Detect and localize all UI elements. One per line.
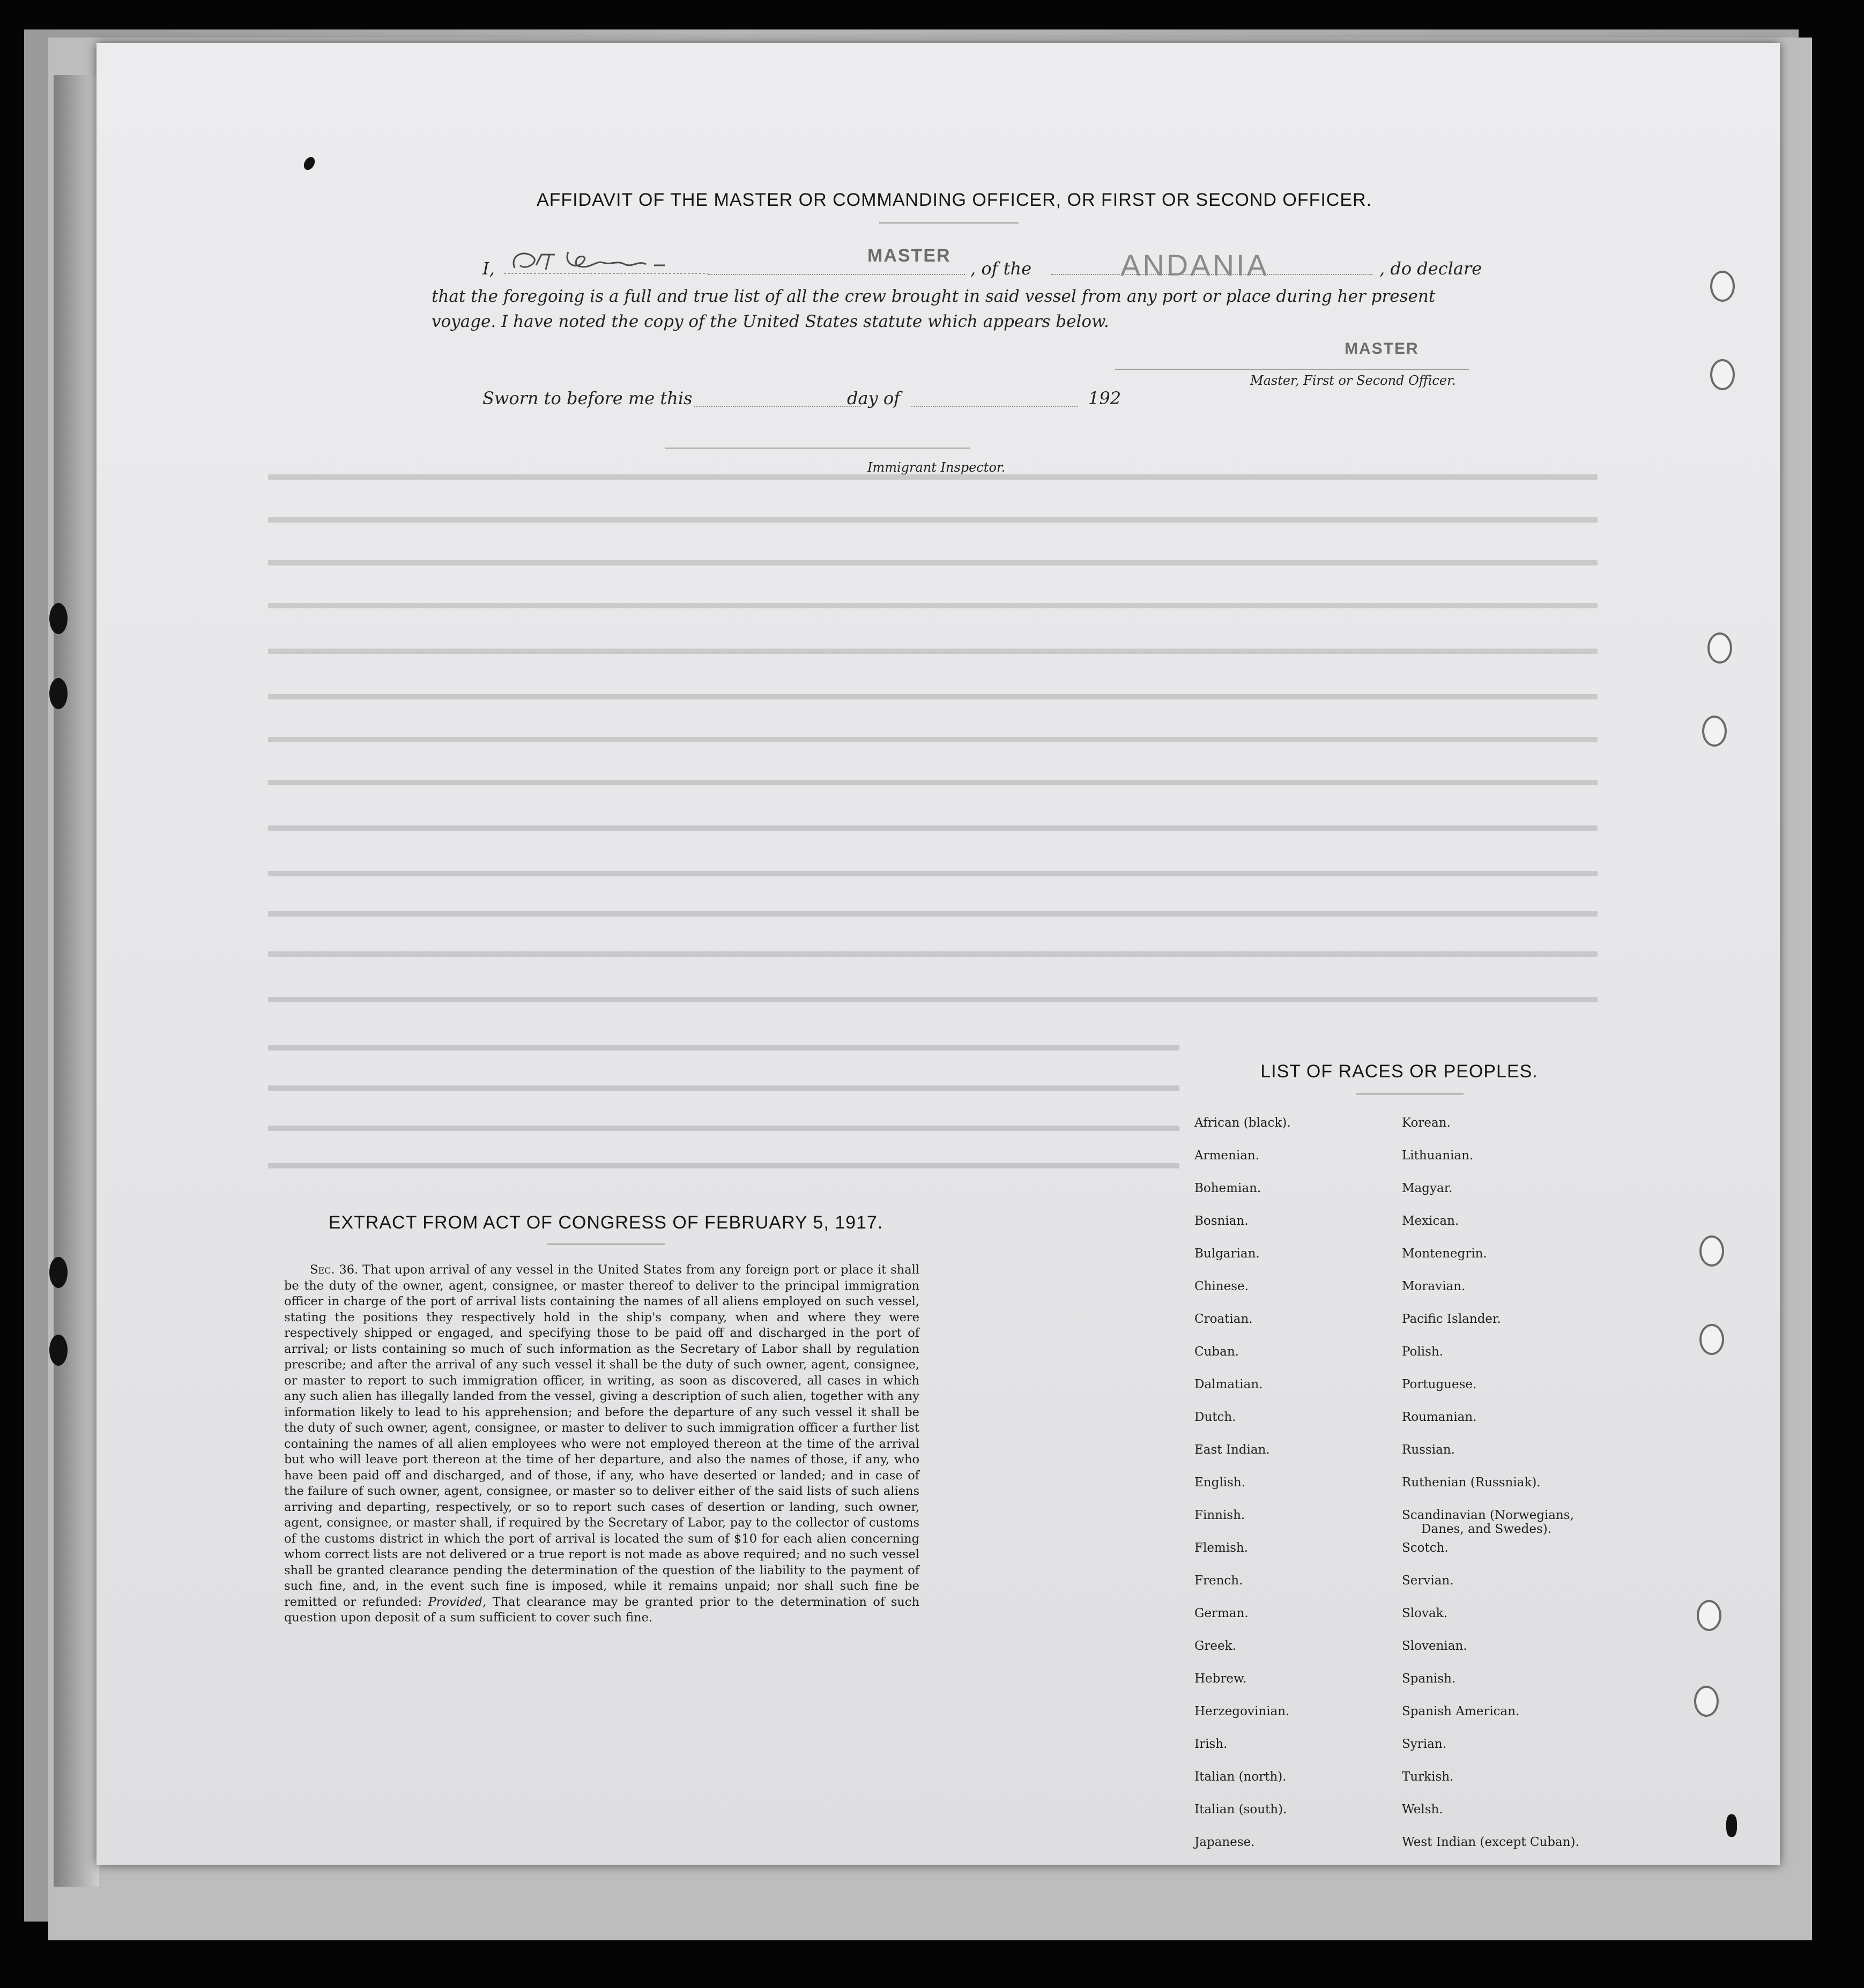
race-item: Spanish American. <box>1402 1704 1520 1718</box>
bleed-through-row <box>268 603 1598 608</box>
ring-hole <box>1699 1235 1724 1267</box>
bleed-through-row <box>268 911 1598 917</box>
race-item: Polish. <box>1402 1345 1444 1359</box>
punch-hole <box>49 1257 68 1288</box>
affidavit-i: I, <box>482 258 495 279</box>
bleed-through-row <box>268 649 1598 654</box>
races-left-column <box>1194 1116 1291 1868</box>
affidavit-title: AFFIDAVIT OF THE MASTER OR COMMANDING OFFICER, OR FIRST OR SECOND OFFICER. <box>536 190 1372 210</box>
ring-hole <box>1702 716 1727 747</box>
sworn-label: Sworn to before me this <box>482 388 693 408</box>
race-item: Croatian. <box>1194 1312 1253 1326</box>
race-item: Bosnian. <box>1194 1214 1249 1228</box>
race-item: Lithuanian. <box>1402 1149 1474 1163</box>
bleed-through-row <box>268 1045 1179 1051</box>
race-item: African (black). <box>1194 1116 1291 1130</box>
race-item <box>1402 1508 1579 1541</box>
master-signature <box>504 244 708 281</box>
vessel-name: ANDANIA <box>1120 248 1269 282</box>
ring-hole <box>1710 271 1735 302</box>
race-item: Italian (south). <box>1194 1803 1287 1816</box>
race-item: Japanese. <box>1194 1835 1255 1849</box>
race-item: Servian. <box>1402 1574 1454 1588</box>
year-label: 192 <box>1088 388 1122 408</box>
race-item: Korean. <box>1402 1116 1451 1130</box>
rank-stamp: MASTER <box>867 245 951 266</box>
races-title: LIST OF RACES OR PEOPLES. <box>1260 1061 1538 1082</box>
race-item: Greek. <box>1194 1639 1236 1653</box>
bleed-through-row <box>268 694 1598 699</box>
affidavit-line-2: that the foregoing is a full and true list of all the crew brought in said vessel from any port or place during her present <box>432 287 1436 306</box>
race-item: Bohemian. <box>1194 1181 1261 1195</box>
bleed-through-row <box>268 825 1598 831</box>
race-item: Moravian. <box>1402 1279 1466 1293</box>
races-underline <box>1356 1093 1464 1094</box>
bleed-through-row <box>268 1163 1179 1168</box>
race-item-text: Scandinavian (Norwegians, <box>1402 1508 1574 1522</box>
inspector-caption: Immigrant Inspector. <box>867 460 1006 475</box>
race-item: Bulgarian. <box>1194 1247 1260 1261</box>
provided-label: Provided, <box>428 1595 487 1609</box>
race-item: Finnish. <box>1194 1508 1245 1522</box>
race-item: Cuban. <box>1194 1345 1239 1359</box>
race-item: Slovenian. <box>1402 1639 1467 1653</box>
race-item: Scotch. <box>1402 1541 1449 1555</box>
extract-title: EXTRACT FROM ACT OF CONGRESS OF FEBRUARY 5, 1917. <box>328 1212 883 1233</box>
race-item: Flemish. <box>1194 1541 1249 1555</box>
race-item: Pacific Islander. <box>1402 1312 1501 1326</box>
officer-caption: Master, First or Second Officer. <box>1250 373 1456 388</box>
ink-mark <box>1726 1814 1737 1837</box>
races-right-column <box>1402 1116 1579 1868</box>
bleed-through-row <box>268 871 1598 876</box>
extract-underline <box>547 1244 665 1245</box>
punch-hole <box>49 603 68 634</box>
race-item: Magyar. <box>1402 1181 1453 1195</box>
race-item: West Indian (except Cuban). <box>1402 1835 1579 1849</box>
race-item: Slovak. <box>1402 1606 1447 1620</box>
race-item: Dalmatian. <box>1194 1378 1263 1391</box>
race-item: Irish. <box>1194 1737 1228 1751</box>
month-blank <box>911 406 1078 407</box>
race-item: German. <box>1194 1606 1249 1620</box>
ring-hole <box>1694 1686 1719 1717</box>
section-label: Sec. 36. <box>310 1263 359 1277</box>
race-item: English. <box>1194 1476 1245 1490</box>
signature-stamp: MASTER <box>1345 340 1419 358</box>
race-item: Russian. <box>1402 1443 1455 1457</box>
bleed-through-row <box>268 997 1598 1002</box>
ring-hole <box>1699 1324 1724 1355</box>
race-item: Montenegrin. <box>1402 1247 1487 1261</box>
affidavit-line-3: voyage. I have noted the copy of the United States statute which appears below. <box>432 312 1109 331</box>
bleed-through-row <box>268 517 1598 523</box>
race-item: Mexican. <box>1402 1214 1459 1228</box>
of-the-label: , of the <box>970 258 1032 279</box>
ring-hole <box>1697 1600 1721 1631</box>
ring-hole <box>1710 359 1735 390</box>
bleed-through-row <box>268 737 1598 742</box>
do-declare-label: , do declare <box>1379 258 1482 279</box>
signature-line <box>1115 369 1469 370</box>
race-item: Turkish. <box>1402 1770 1454 1784</box>
race-item: Spanish. <box>1402 1672 1456 1686</box>
race-item: Ruthenian (Russniak). <box>1402 1476 1541 1490</box>
race-item: Italian (north). <box>1194 1770 1287 1784</box>
day-of-label: day of <box>847 388 900 408</box>
punch-hole <box>49 678 68 709</box>
rank-blank <box>708 274 965 275</box>
bleed-through-row <box>268 1126 1179 1131</box>
extract-body <box>284 1262 919 1626</box>
race-item: Hebrew. <box>1194 1672 1247 1686</box>
bleed-through-row <box>268 951 1598 957</box>
race-item: Dutch. <box>1194 1410 1236 1424</box>
race-item: Herzegovinian. <box>1194 1704 1290 1718</box>
race-item: French. <box>1194 1574 1243 1588</box>
race-item: Armenian. <box>1194 1149 1260 1163</box>
section-text-part1: That upon arrival of any vessel in the United States from any foreign port or place it shall be the duty of the owner, agent, consignee, or master thereof to deliver to the principal immigration officer in charge of the port of arrival lists containing the names of all aliens employed on such vessel, stating the positions they respectively hold in the ship's company, when and where they were respectively shipped or engaged, and specifying those to be paid off and discharged in the port of arrival; or lists containing so much of such information as the Secretary of Labor shall by regulation prescribe; and after the arrival of any such vessel it shall be the duty of such owner, agent, consignee, or master to report to such immigration officer, in writing, as soon as discovered, all cases in which any such alien has illegally landed from the vessel, giving a description of such alien, together with any information likely to lead to his apprehension; and before the departure of any such vessel it shall be the duty of such owner, agent, consignee, or master to deliver to such immigration officer a further list containing the names of all alien employees who were not employed thereon at the time of the arrival but who will leave port thereon at the time of her departure, and also the names of those, if any, who have been paid off and discharged, and of those, if any, who have deserted or landed; and in case of the failure of such owner, agent, consignee, or master so to deliver either of the said lists of such aliens arriving and departing, respectively, or so to report such cases of desertion or landing, such owner, agent, consignee, or master shall, if required by the Secretary of Labor, pay to the collector of customs of the customs district in which the port of arrival is located the sum of $10 for each alien concerning whom correct lists are not delivered or a true report is not made as above required; and no such vessel shall be granted clearance pending the determination of the question of the liability to the payment of such fine, and, in the event such fine is imposed, while it remains unpaid; nor shall such fine be remitted or refunded: <box>284 1263 919 1609</box>
race-item-continuation: Danes, and Swedes). <box>1421 1522 1552 1536</box>
page-edge-shadow <box>54 75 99 1887</box>
punch-hole <box>49 1335 68 1366</box>
sworn-day-blank <box>694 406 860 407</box>
title-underline <box>879 222 1019 224</box>
bleed-through-row <box>268 780 1598 785</box>
race-item: Welsh. <box>1402 1803 1443 1816</box>
race-item: Portuguese. <box>1402 1378 1477 1391</box>
race-item: East Indian. <box>1194 1443 1270 1457</box>
bleed-through-row <box>268 474 1598 480</box>
inspector-line <box>665 448 970 449</box>
bleed-through-row <box>268 1085 1179 1091</box>
ring-hole <box>1707 632 1732 664</box>
race-item: Syrian. <box>1402 1737 1446 1751</box>
race-item: Roumanian. <box>1402 1410 1477 1424</box>
section-text-part2: That clearance may be granted prior to the determination of such question upon deposit of a sum sufficient to cover such fine. <box>284 1595 919 1625</box>
bleed-through-row <box>268 560 1598 565</box>
race-item: Chinese. <box>1194 1279 1249 1293</box>
